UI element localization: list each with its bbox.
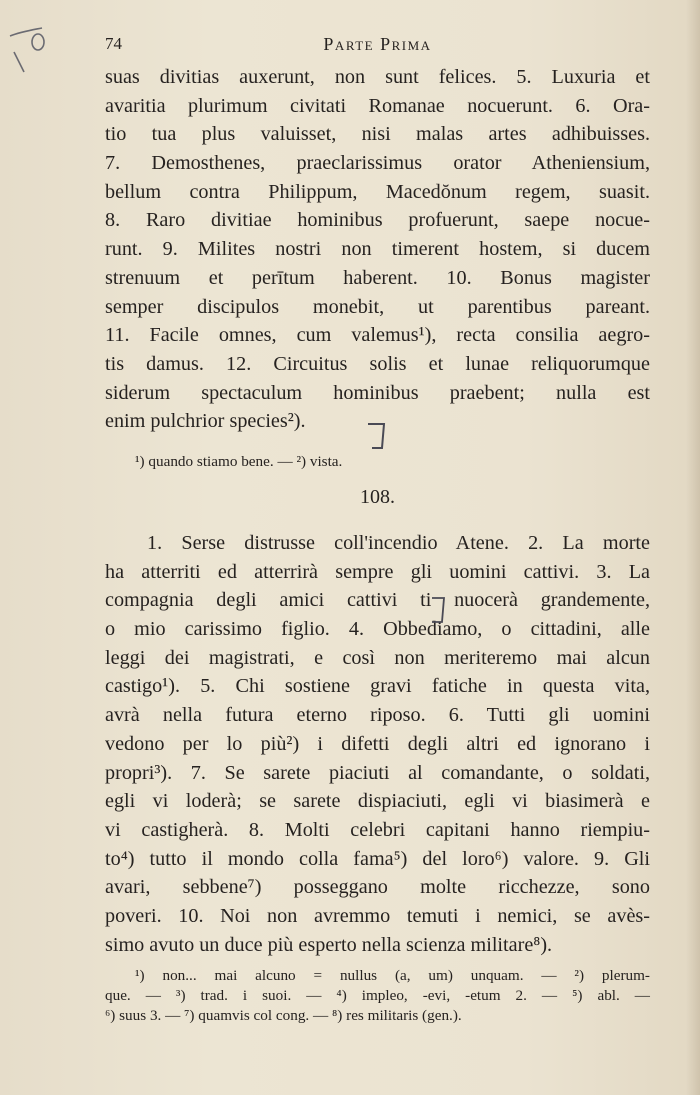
text-line: castigo¹). 5. Chi sostiene gravi fatiche in questa vita, [105,675,650,698]
footnote-line: ⁶) suus 3. — ⁷) quamvis col cong. — ⁸) res militaris (gen.). [105,1007,462,1024]
text-line: 8. Raro divitiae hominibus profuerunt, saepe nocue- [105,209,650,232]
section-number: 108. [360,486,395,508]
text-line: tis damus. 12. Circuitus solis et lunae reliquorumque [105,352,650,375]
text-line: strenuum et perītum haberent. 10. Bonus magister [105,266,650,289]
text-line: compagnia degli amici cattivi ti nuocerà grandemente, [105,589,650,612]
text-line: propri³). 7. Se sarete piaciuti al comandante, o soldati, [105,761,650,784]
italian-footnotes [105,966,650,1026]
text-line: o mio carissimo figlio. 4. Obbediamo, o cittadini, alle [105,618,650,641]
pencil-scribble-mark [6,24,54,84]
text-line: egli vi loderà; se sarete dispiaciuti, egli vi biasimerà e [105,790,650,813]
text-line: siderum spectaculum hominibus praebent; nulla est [105,381,650,404]
text-line: semper discipulos monebit, ut parentibus pareant. [105,295,650,318]
page-header [105,34,650,60]
text-line: 1. Serse distrusse coll'incendio Atene. 2. La morte [147,532,650,554]
footnote-line: ¹) non... mai alcuno = nullus (a, um) unquam. — ²) plerum- [135,967,650,984]
italian-exercise-text [105,529,650,959]
running-head: Parte Prima [323,34,432,54]
latin-exercise-text [105,63,650,436]
text-line: to⁴) tutto il mondo colla fama⁵) del loro⁶) valore. 9. Gli [105,847,650,870]
text-line: 7. Demosthenes, praeclarissimus orator Atheniensium, [105,152,650,175]
latin-footnote: ¹) quando stiamo bene. — ²) vista. [135,453,343,470]
text-line: bellum contra Philippum, Macedŏnum regem, suasit. [105,180,650,203]
text-line: tio tua plus valuisset, nisi malas artes adhibuisses. [105,123,650,146]
text-line: poveri. 10. Noi non avremmo temuti i nemici, se avès- [105,904,650,927]
text-line: vi castigherà. 8. Molti celebri capitani hanno riempiu- [105,818,650,841]
text-line: avrà nella futura eterno riposo. 6. Tutti gli uomini [105,704,650,727]
text-line: vedono per lo più²) i difetti degli altri ed ignorano i [105,732,650,755]
text-line: suas divitias auxerunt, non sunt felices. 5. Luxuria et [105,66,650,88]
text-line: avari, sebbene⁷) posseggano molte ricchezze, sono [105,876,650,899]
text-line: avaritia plurimum civitati Romanae nocuerunt. 6. Ora- [105,94,650,117]
text-line: ha atterriti ed atterrirà sempre gli uomini cattivi. 3. La [105,560,650,583]
text-line: leggi dei magistrati, e così non meriteremo mai alcun [105,646,650,669]
text-line: enim pulchrior species²). [105,410,306,433]
text-line: runt. 9. Milites nostri non timerent hostem, si ducem [105,238,650,261]
page-edge-shadow [686,0,700,1095]
text-line: 11. Facile omnes, cum valemus¹), recta consilia aegro- [105,324,650,347]
footnote-line: que. — ³) trad. i suoi. — ⁴) impleo, -evi, -etum 2. — ⁵) abl. — [105,987,650,1004]
page-number: 74 [105,34,122,53]
text-line: simo avuto un duce più esperto nella scienza militare⁸). [105,933,553,956]
